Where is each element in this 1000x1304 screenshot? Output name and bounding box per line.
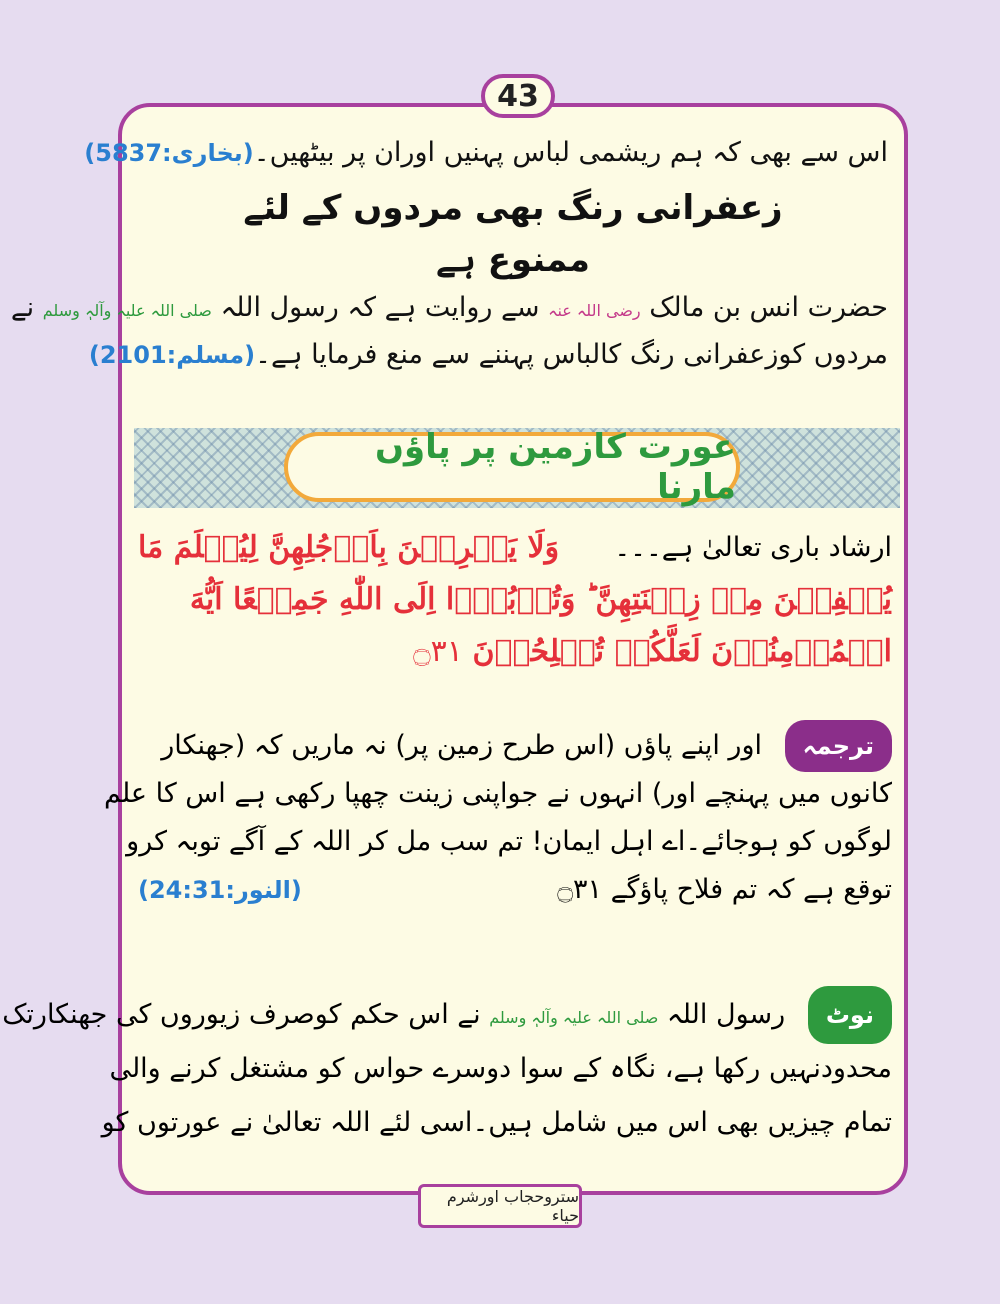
muslim-reference: (مسلم:2101) <box>88 341 256 369</box>
translation-line-1 <box>130 722 900 770</box>
note-salawat: صلی اللہ علیہ وآلہٖ وسلم <box>489 1007 659 1027</box>
translation-text-2: کانوں میں پہنچے اور) انہوں نے جواپنی زینت چھپا رکھی ہے اس کا علم <box>104 778 892 809</box>
translation-line-2 <box>104 770 900 818</box>
translation-line-4 <box>130 866 900 914</box>
quran-verse-block <box>130 522 900 678</box>
banner-title: عورت کازمین پر پاؤں مارنا <box>284 432 740 502</box>
hadith-text-c: نے <box>10 291 35 323</box>
hadith-text-a: حضرت انس بن مالک <box>649 291 888 323</box>
section-banner <box>134 424 900 512</box>
note-label: نوٹ <box>808 986 892 1044</box>
note-line-1 <box>2 988 900 1042</box>
note-text-b: نے اس حکم کوصرف زیوروں کی جھنکارتک <box>2 998 481 1030</box>
verse-line-1 <box>130 522 900 574</box>
note-line-2 <box>109 1042 900 1096</box>
bukhari-reference: (بخاری:5837) <box>84 139 254 167</box>
translation-text-3: لوگوں کو ہوجائے۔اے اہل ایمان! تم سب مل کر اللہ کے آگے توبہ کرو <box>126 826 892 857</box>
note-line-3 <box>101 1096 900 1150</box>
salawat-honorific: صلی اللہ علیہ وآلہٖ وسلم <box>42 300 212 320</box>
ayah-number: ۝۳۱ <box>413 634 463 669</box>
intro-text: اس سے بھی کہ ہم ریشمی لباس پہنیں اوران پر بیٹھیں۔ <box>253 137 888 168</box>
verse-line-3 <box>130 626 900 678</box>
translation-block <box>104 722 900 914</box>
honorific-radiallah: رضی اللہ عنہ <box>548 300 641 320</box>
verse-line-2 <box>130 574 900 626</box>
hadith-text-2: مردوں کوزعفرانی رنگ کالباس پہننے سے منع فرمایا ہے۔ <box>255 339 888 370</box>
hadith-line-1 <box>10 286 896 332</box>
note-block <box>2 988 900 1150</box>
page-number: 43 <box>481 74 555 118</box>
note-text-a: رسول اللہ <box>666 998 786 1030</box>
book-title-footer: ستروحجاب اورشرم حیاء <box>418 1184 582 1228</box>
verse-arabic-1: وَلَا يَضۡرِبۡنَ بِاَرۡجُلِهِنَّ لِيُعۡلَمَ مَا <box>138 530 560 565</box>
hadith-text-b: سے روایت ہے کہ رسول اللہ <box>220 291 540 323</box>
note-text-2: محدودنہیں رکھا ہے، نگاہ کے سوا دوسرے حواس کو مشتغل کرنے والی <box>109 1053 892 1084</box>
translation-text-1: اور اپنے پاؤں (اس طرح زمین پر) نہ ماریں کہ (جھنکار <box>161 730 763 761</box>
translation-text-4: توقع ہے کہ تم فلاح پاؤگے ۝۳۱ <box>557 874 892 905</box>
top-text-block <box>10 130 896 378</box>
verse-arabic-2: يُخۡفِيۡنَ مِنۡ زِيۡنَتِهِنَّ ؕ وَتُوۡبُوۡۤا اِلَى اللّٰهِ جَمِيۡعًا اَيُّهَ <box>189 582 892 617</box>
verse-arabic-3: الۡمُؤۡمِنُوۡنَ لَعَلَّكُمۡ تُفۡلِحُوۡنَ <box>472 634 892 669</box>
translation-line-3 <box>126 818 900 866</box>
section-heading: زعفرانی رنگ بھی مردوں کے لئے ممنوع ہے <box>243 188 783 280</box>
intro-line <box>84 130 896 176</box>
translation-label: ترجمہ <box>785 720 892 772</box>
note-text-3: تمام چیزیں بھی اس میں شامل ہیں۔اسی لئے اللہ تعالیٰ نے عورتوں کو <box>101 1107 892 1138</box>
verse-intro: ارشاد باری تعالیٰ ہے۔۔۔ <box>614 532 892 563</box>
surah-reference: (النور:24:31) <box>138 876 302 904</box>
hadith-line-2 <box>88 332 896 378</box>
